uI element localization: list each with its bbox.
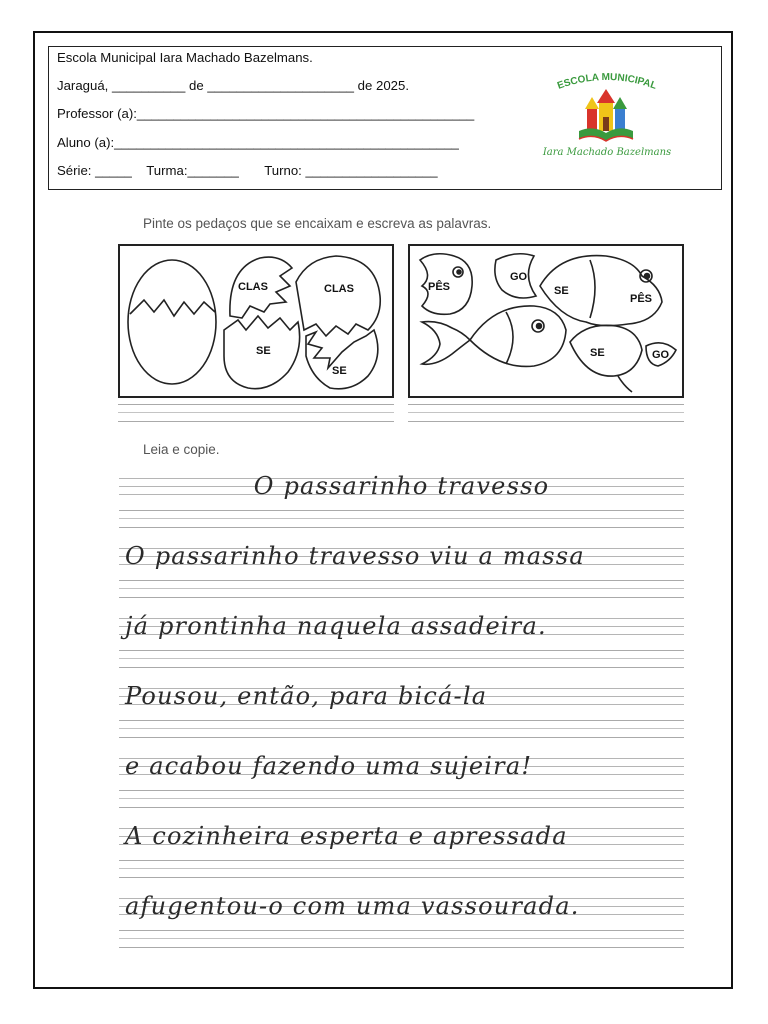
answer-lines-fish[interactable] — [408, 404, 684, 422]
fish-label: SE — [590, 347, 605, 359]
copy-lines[interactable] — [119, 580, 684, 598]
fish-label: PÊS — [630, 293, 653, 305]
school-name: Escola Municipal Iara Machado Bazelmans. — [57, 50, 313, 65]
teacher-line[interactable]: Professor (a):______________________________________________ — [57, 106, 475, 121]
class-line[interactable]: Série: _____ Turma:_______ Turno: __________________ — [57, 163, 438, 178]
poem-line: já prontinha naquela assadeira. — [125, 612, 547, 640]
poem-line: e acabou fazendo uma sujeira! — [125, 752, 533, 780]
poem-title: O passarinho travesso — [253, 472, 550, 500]
header-box — [48, 46, 722, 190]
date-line[interactable]: Jaraguá, __________ de ____________________ de 2025. — [57, 78, 410, 93]
copy-lines[interactable] — [119, 790, 684, 808]
poem-line: Pousou, então, para bicá-la — [125, 682, 488, 710]
copy-lines[interactable] — [119, 860, 684, 878]
egg-label: SE — [256, 345, 271, 357]
instruction-paint: Pinte os pedaços que se encaixam e escreva as palavras. — [143, 216, 492, 231]
poem-line: afugentou-o com uma vassourada. — [125, 892, 580, 920]
copy-lines[interactable] — [119, 650, 684, 668]
copy-lines[interactable] — [119, 720, 684, 738]
poem-line: A cozinheira esperta e apressada — [125, 822, 568, 850]
school-logo — [537, 67, 677, 163]
student-line[interactable]: Aluno (a):_______________________________________________ — [57, 135, 459, 150]
copy-lines[interactable] — [119, 930, 684, 948]
instruction-copy: Leia e copie. — [143, 442, 220, 457]
fish-label: GO — [652, 349, 670, 361]
fish-label: SE — [554, 285, 569, 297]
fish-label: GO — [510, 271, 528, 283]
egg-label: SE — [332, 365, 347, 377]
egg-label: CLAS — [324, 283, 354, 295]
poem-line: O passarinho travesso viu a massa — [125, 542, 585, 570]
egg-puzzle-panel[interactable] — [118, 244, 394, 398]
fish-puzzle-panel[interactable] — [408, 244, 684, 398]
svg-text:ESCOLA MUNICIPAL: ESCOLA MUNICIPAL — [555, 71, 659, 92]
copy-lines[interactable] — [119, 510, 684, 528]
answer-lines-eggs[interactable] — [118, 404, 394, 422]
fish-label: PÊS — [428, 281, 451, 293]
logo-bottom-text: Iara Machado Bazelmans — [542, 147, 672, 158]
egg-label: CLAS — [238, 281, 268, 293]
